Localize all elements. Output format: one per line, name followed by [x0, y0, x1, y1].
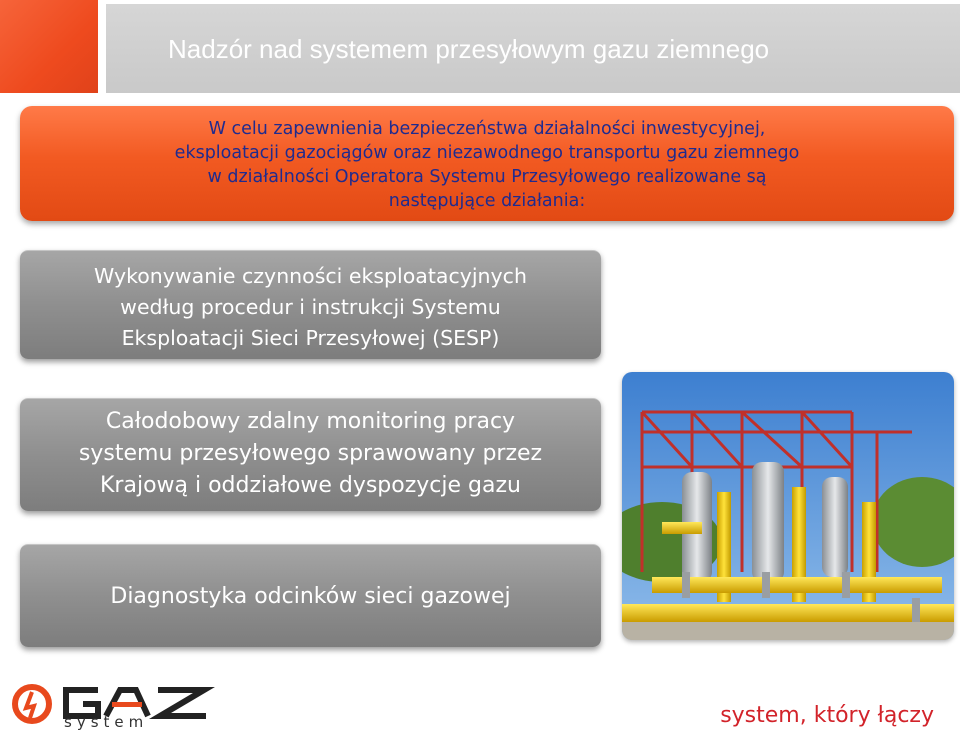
activity-text: [20, 581, 601, 612]
activity-line: Eksploatacji Sieci Przesyłowej (SESP): [121, 326, 500, 350]
activity-box-monitoring: [20, 398, 601, 511]
title-bar: [106, 4, 960, 93]
activity-line: Całodobowy zdalny monitoring pracy: [105, 409, 516, 434]
accent-square: [0, 0, 98, 93]
intro-box: [20, 106, 954, 221]
activity-line: Diagnostyka odcinków sieci gazowej: [110, 584, 511, 609]
slogan: system, który łączy: [720, 703, 934, 728]
activity-line: Wykonywanie czynności eksploatacyjnych: [94, 264, 527, 288]
intro-line: w działalności Operatora Systemu Przesyłowego realizowane są: [207, 167, 767, 187]
page-title: Nadzór nad systemem przesyłowym gazu ziemnego: [168, 34, 770, 64]
activity-line: Krajową i oddziałowe dyspozycje gazu: [100, 473, 521, 498]
gas-station-illustration: [622, 372, 954, 640]
intro-line: następujące działania:: [388, 191, 586, 211]
activity-text: [20, 261, 601, 354]
intro-text: [20, 117, 954, 213]
activity-line: według procedur i instrukcji Systemu: [120, 295, 501, 319]
intro-line: eksploatacji gazociągów oraz niezawodnego transportu gazu ziemnego: [174, 143, 800, 163]
activity-box-operations: [20, 250, 601, 359]
activity-box-diagnostics: [20, 544, 601, 647]
activity-text: [20, 406, 601, 502]
gas-station-photo: [622, 372, 954, 640]
intro-line: W celu zapewnienia bezpieczeństwa działalności inwestycyjnej,: [208, 119, 766, 139]
logo-subtitle: system: [64, 713, 149, 731]
activity-line: systemu przesyłowego sprawowany przez: [78, 441, 543, 466]
